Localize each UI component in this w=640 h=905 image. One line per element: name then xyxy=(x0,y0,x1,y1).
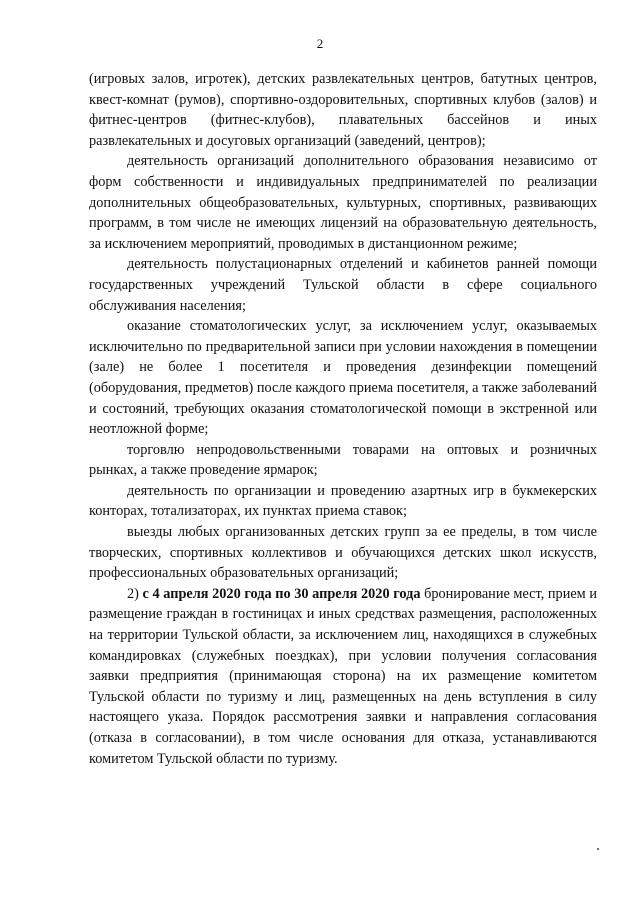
paragraph-gambling: деятельность по организации и проведению азартных игр в букмекерских конторах, тотализаторах, их пунктах приема ставок; xyxy=(89,482,597,520)
paragraph-markets-trade: торговлю непродовольственными товарами на оптовых и розничных рынках, а также проведение ярмарок; xyxy=(89,441,597,479)
paragraph-hotels-prefix: 2) xyxy=(127,585,143,602)
paragraph-hotels-date-range: с 4 апреля 2020 года по 30 апреля 2020 года xyxy=(142,585,421,602)
page-number: 2 xyxy=(316,36,324,51)
paragraph-early-help-offices: деятельность полустационарных отделений и кабинетов ранней помощи государственных учреждений Тульской области в сфере социального обслуживания населения; xyxy=(89,256,597,314)
paragraph-dental-services: оказание стоматологических услуг, за исключением услуг, оказываемых исключительно по предварительной записи при условии нахождения в помещении (зале) не более 1 посетителя и проведения дезинфекции помещений (оборудования, предметов) после каждого приема посетителя, а также заболеваний и состояний, требующих оказания стоматологической помощи в экстренной или неотложной форме; xyxy=(89,318,597,438)
scan-artifact-dot xyxy=(597,848,599,850)
paragraph-children-groups: выезды любых организованных детских групп за ее пределы, в том числе творческих, спортивных коллективов и обучающихся детских школ искусств, профессиональных образовательных организаций; xyxy=(89,524,597,582)
paragraph-hotels xyxy=(89,584,597,769)
paragraph-hotels-text: бронирование мест, прием и размещение граждан в гостиницах и иных средствах размещения, расположенных на территории Тульской области, за исключением лиц, находящихся в служебных командировках (служебных поездках), при условии получения согласования заявки предприятия (принимающая сторона) на их размещение комитетом Тульской области по туризму и лиц, размещенных на день вступления в силу настоящего указа. Порядок рассмотрения заявки и направления согласования (отказа в согласовании), в том числе основания для отказа, устанавливаются комитетом Тульской области по туризму. xyxy=(89,585,598,767)
paragraph-additional-education: деятельность организаций дополнительного образования независимо от форм собственности и индивидуальных предпринимателей по реализации дополнительных общеобразовательных, культурных, спортивных, развивающих программ, в том числе не имеющих лицензий на образовательную деятельность, за исключением мероприятий, проводимых в дистанционном режиме; xyxy=(89,153,597,252)
paragraph-continuation: (игровых залов, игротек), детских развлекательных центров, батутных центров, квест-комнат (румов), спортивно-оздоровительных, спортивных клубов (залов) и фитнес-центров (фитнес-клубов), плавательных бассейнов и иных развлекательных и досуговых организаций (заведений, центров); xyxy=(89,71,597,149)
document-body xyxy=(89,69,597,769)
